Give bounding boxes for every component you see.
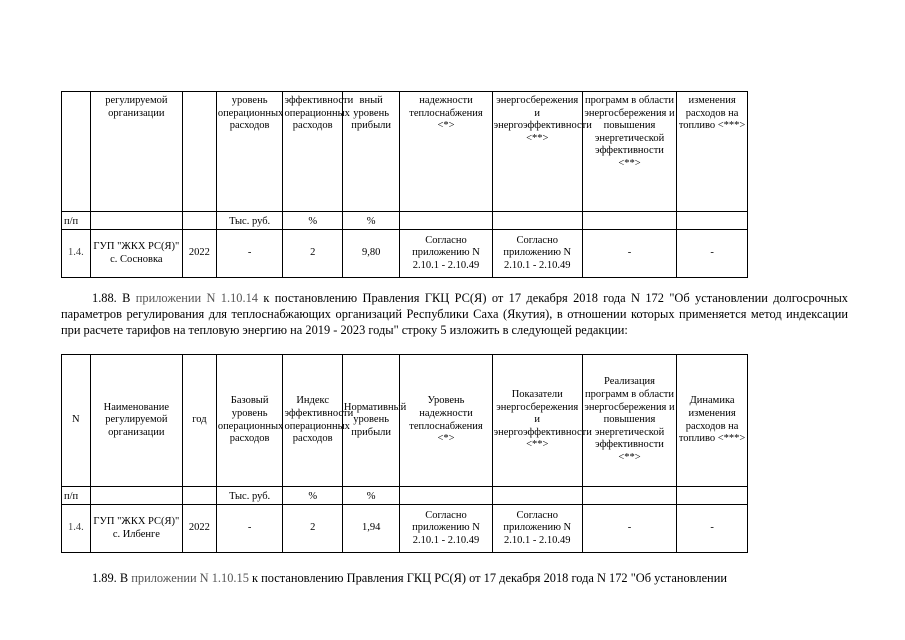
row-reliability: Согласно приложению N 2.10.1 - 2.10.49 bbox=[400, 505, 492, 553]
row-profit: 9,80 bbox=[342, 230, 399, 278]
para-word: В bbox=[122, 291, 131, 305]
header-year: год bbox=[182, 355, 216, 487]
header-base: Базовый уровень операционных расходов bbox=[216, 355, 283, 487]
row-energy: Согласно приложению N 2.10.1 - 2.10.49 bbox=[492, 505, 582, 553]
unit-energy bbox=[492, 487, 582, 505]
paragraph-1-88 bbox=[61, 290, 848, 338]
unit-n: п/п bbox=[62, 487, 91, 505]
unit-profit: % bbox=[342, 487, 399, 505]
header-programs: Реализация программ в области энергосбережения и повышения энергетической эффективности <**> bbox=[582, 355, 676, 487]
units-row bbox=[62, 487, 748, 505]
header-name: регулируемой организации bbox=[90, 92, 182, 212]
header-reliability: Уровень надежности теплоснабжения <*> bbox=[400, 355, 492, 487]
header-year bbox=[182, 92, 216, 212]
header-programs: программ в области энергосбережения и повышения энергетической эффективности <**> bbox=[582, 92, 676, 212]
header-profit: Нормативный уровень прибыли bbox=[342, 355, 399, 487]
row-org bbox=[90, 505, 182, 553]
header-name: Наименование регулируемой организации bbox=[90, 355, 182, 487]
unit-index: % bbox=[283, 212, 342, 230]
unit-base: Тыс. руб. bbox=[216, 212, 283, 230]
unit-n: п/п bbox=[62, 212, 91, 230]
unit-reliability bbox=[400, 487, 492, 505]
org-name: ГУП "ЖКХ РС(Я)" bbox=[93, 515, 180, 527]
row-base: - bbox=[216, 230, 283, 278]
org-place: с. Сосновка bbox=[110, 253, 163, 265]
header-fuel: изменения расходов на топливо <***> bbox=[677, 92, 748, 212]
unit-energy bbox=[492, 212, 582, 230]
row-n: 1.4. bbox=[62, 230, 91, 278]
header-profit: вный уровень прибыли bbox=[342, 92, 399, 212]
para-number: 1.88. bbox=[92, 291, 117, 305]
unit-name bbox=[90, 487, 182, 505]
row-fuel: - bbox=[677, 505, 748, 553]
row-programs: - bbox=[582, 505, 676, 553]
appendix-link[interactable]: приложении N 1.10.14 bbox=[135, 291, 258, 305]
header-row bbox=[62, 92, 748, 212]
row-org bbox=[90, 230, 182, 278]
unit-fuel bbox=[677, 487, 748, 505]
header-fuel: Динамика изменения расходов на топливо <***> bbox=[677, 355, 748, 487]
paragraph-1-89 bbox=[61, 570, 848, 586]
tariff-table-1 bbox=[61, 91, 748, 278]
row-year: 2022 bbox=[182, 505, 216, 553]
para-word: В bbox=[119, 571, 129, 585]
row-programs: - bbox=[582, 230, 676, 278]
row-profit: 1,94 bbox=[342, 505, 399, 553]
org-place: с. Илбенге bbox=[112, 528, 160, 540]
para-text: к постановлению Правления ГКЦ РС(Я) от 17 декабря 2018 года N 172 "Об установлении долгосрочных параметров регулирования для теплоснабжающих организаций Республики Саха (Якутия), в отношении которых применяется метод индексации при расчете тарифов на тепловую энергию на 2019 - 2023 годы" строку 5 изложить в следующей редакции: bbox=[61, 291, 848, 337]
row-index: 2 bbox=[283, 505, 342, 553]
tariff-table-2 bbox=[61, 354, 748, 553]
unit-index: % bbox=[283, 487, 342, 505]
unit-year bbox=[182, 487, 216, 505]
header-n: N bbox=[62, 355, 91, 487]
unit-reliability bbox=[400, 212, 492, 230]
unit-name bbox=[90, 212, 182, 230]
row-base: - bbox=[216, 505, 283, 553]
row-index: 2 bbox=[283, 230, 342, 278]
header-index: эффективности операционных расходов bbox=[283, 92, 342, 212]
header-index: Индекс эффективности операционных расходов bbox=[283, 355, 342, 487]
org-name: ГУП "ЖКХ РС(Я)" bbox=[93, 240, 180, 252]
header-energy: энергосбережения и энергоэффективности <**> bbox=[492, 92, 582, 212]
appendix-link[interactable]: приложении N 1.10.15 bbox=[131, 571, 249, 585]
header-n bbox=[62, 92, 91, 212]
row-n: 1.4. bbox=[62, 505, 91, 553]
row-fuel: - bbox=[677, 230, 748, 278]
unit-year bbox=[182, 212, 216, 230]
header-energy: Показатели энергосбережения и энергоэффективности <**> bbox=[492, 355, 582, 487]
unit-base: Тыс. руб. bbox=[216, 487, 283, 505]
row-year: 2022 bbox=[182, 230, 216, 278]
table-row bbox=[62, 505, 748, 553]
unit-programs bbox=[582, 212, 676, 230]
units-row bbox=[62, 212, 748, 230]
para-number: 1.89. bbox=[92, 571, 117, 585]
row-energy: Согласно приложению N 2.10.1 - 2.10.49 bbox=[492, 230, 582, 278]
para-text: к постановлению Правления ГКЦ РС(Я) от 17 декабря 2018 года N 172 "Об установлении bbox=[252, 571, 727, 585]
unit-profit: % bbox=[342, 212, 399, 230]
header-reliability: надежности теплоснабжения <*> bbox=[400, 92, 492, 212]
header-row bbox=[62, 355, 748, 487]
unit-programs bbox=[582, 487, 676, 505]
table-row bbox=[62, 230, 748, 278]
row-reliability: Согласно приложению N 2.10.1 - 2.10.49 bbox=[400, 230, 492, 278]
header-base: уровень операционных расходов bbox=[216, 92, 283, 212]
unit-fuel bbox=[677, 212, 748, 230]
